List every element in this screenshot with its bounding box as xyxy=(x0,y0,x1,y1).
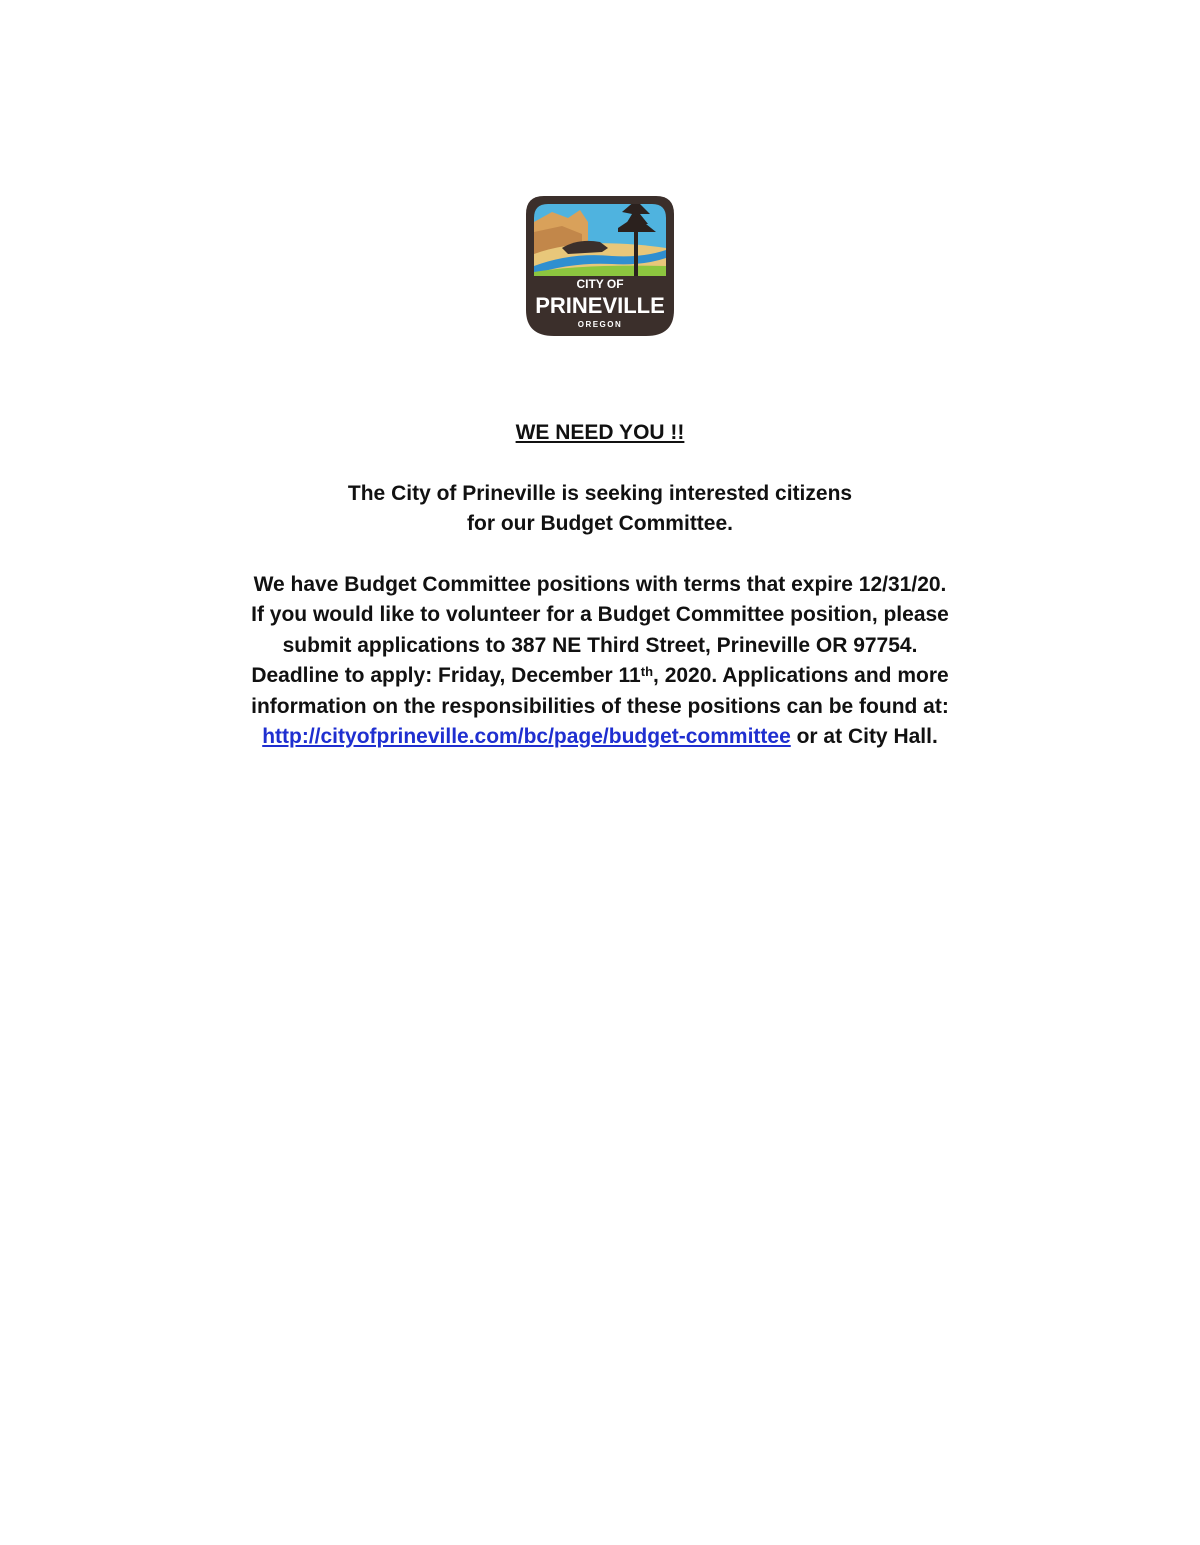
deadline-text-after: , 2020. Applications and more xyxy=(653,664,949,687)
deadline-text: Deadline to apply: Friday, December 11 xyxy=(251,664,641,687)
intro-line-1: The City of Prineville is seeking interested citizens xyxy=(347,481,853,505)
notice-heading: WE NEED YOU !! xyxy=(515,421,685,444)
logo-city-of-text: CITY OF xyxy=(576,277,624,291)
details-line-5: information on the responsibilities of these positions can be found at: xyxy=(251,694,949,718)
details-line-3: submit applications to 387 NE Third Street, Prineville OR 97754. xyxy=(282,633,918,657)
deadline-line xyxy=(251,664,948,687)
details-line-1: We have Budget Committee positions with terms that expire 12/31/20. xyxy=(253,572,947,596)
details-line-2: If you would like to volunteer for a Budget Committee position, please xyxy=(251,603,949,626)
logo-oregon-text: OREGON xyxy=(577,320,623,329)
notice-body xyxy=(100,418,1100,753)
link-suffix-text: or at City Hall. xyxy=(790,725,938,748)
details-paragraph xyxy=(100,570,1100,753)
city-of-prineville-logo xyxy=(522,192,678,338)
deadline-ordinal-suffix: th xyxy=(640,664,654,679)
budget-committee-link[interactable]: http://cityofprineville.com/bc/page/budget-committee xyxy=(262,725,791,748)
logo-prineville-text: PRINEVILLE xyxy=(535,293,665,318)
intro-line-2: for our Budget Committee. xyxy=(467,512,733,535)
intro-paragraph xyxy=(100,479,1100,540)
